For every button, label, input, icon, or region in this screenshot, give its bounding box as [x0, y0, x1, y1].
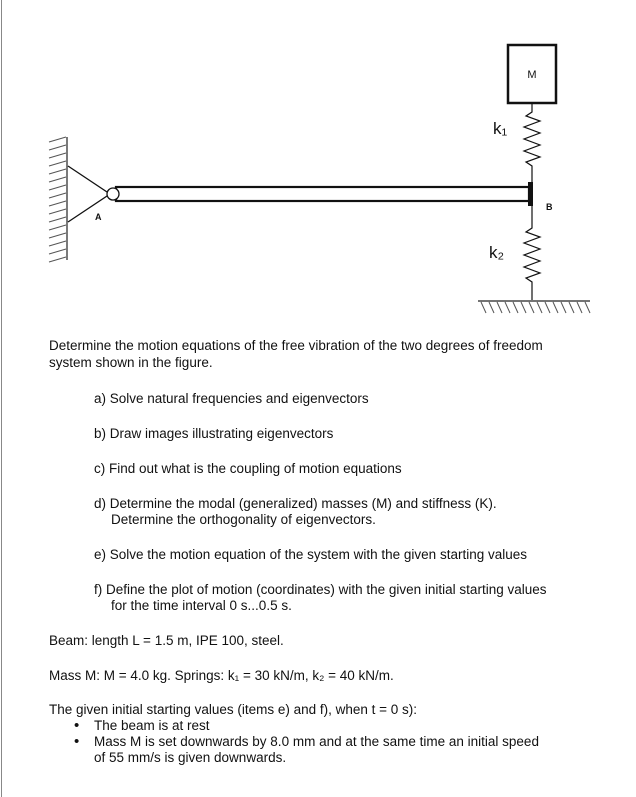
mass-spring-spec: Mass M: M = 4.0 kg. Springs: k₁ = 30 kN/m, k₂ = 40 kN/m.	[49, 668, 394, 683]
intro-line-1: Determine the motion equations of the free vibration of the two degrees of freedom	[49, 338, 543, 353]
task-b: b) Draw images illustrating eigenvectors	[94, 426, 334, 441]
mass-label: M	[527, 69, 537, 81]
list-item: • The beam is at rest	[74, 718, 539, 734]
intro-line-2: system shown in the figure.	[49, 355, 213, 370]
k1-label: k₁	[493, 119, 508, 138]
beam	[116, 187, 529, 201]
point-a-label: A	[95, 212, 102, 222]
task-c: c) Find out what is the coupling of motion equations	[94, 461, 402, 476]
initial-values-intro: The given initial starting values (items e) and f), when t = 0 s):	[49, 702, 418, 717]
task-d-line-1: d) Determine the modal (generalized) masses (M) and stiffness (K).	[94, 496, 497, 511]
pin-hinge	[107, 188, 119, 200]
wall-support	[49, 137, 67, 262]
spring-k1	[524, 103, 540, 182]
system-figure	[0, 0, 636, 330]
ground-support	[478, 301, 590, 313]
initial-values-list	[74, 718, 539, 766]
task-d-line-2: Determine the orthogonality of eigenvectors.	[111, 512, 376, 527]
task-f-line-1: f) Define the plot of motion (coordinates) with the given initial starting values	[94, 582, 547, 597]
list-item: • Mass M is set downwards by 8.0 mm and at the same time an initial speed of 55 mm/s is given downwards.	[74, 734, 539, 766]
beam-spec: Beam: length L = 1.5 m, IPE 100, steel.	[49, 633, 284, 648]
task-e: e) Solve the motion equation of the system with the given starting values	[94, 547, 527, 562]
point-b-label: B	[546, 202, 553, 212]
k2-label: k₂	[489, 243, 505, 262]
spring-k2	[524, 206, 540, 300]
task-a: a) Solve natural frequencies and eigenvectors	[94, 391, 369, 406]
task-f-line-2: for the time interval 0 s...0.5 s.	[111, 598, 292, 613]
pin-support	[68, 166, 110, 222]
beam-end-plate	[528, 182, 533, 206]
